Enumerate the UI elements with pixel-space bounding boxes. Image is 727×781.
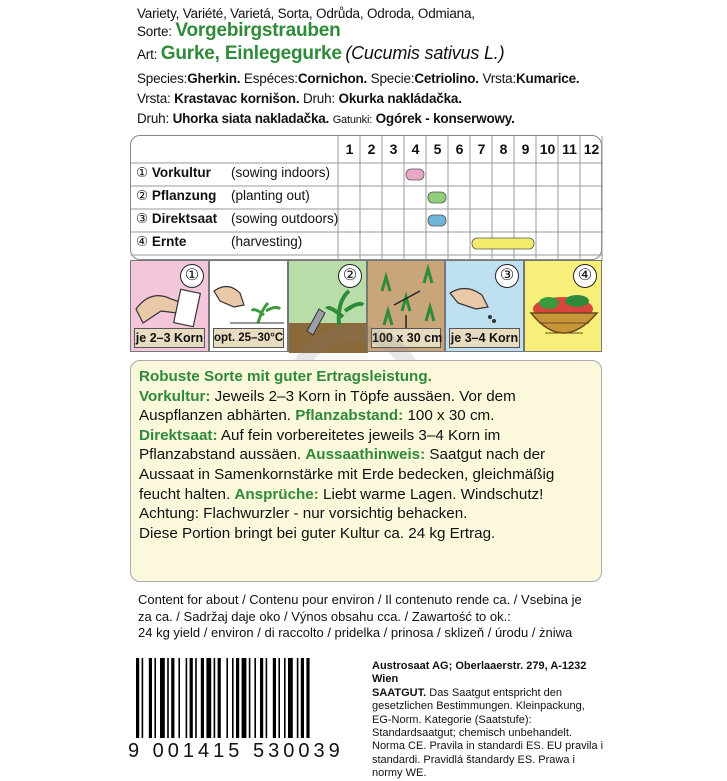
species-value: Kumarice. bbox=[516, 71, 580, 86]
month-number: 2 bbox=[367, 141, 376, 157]
species-value: Cornichon. bbox=[297, 71, 368, 86]
month-number: 4 bbox=[411, 141, 420, 157]
art-latin: (Cucumis sativus L.) bbox=[345, 43, 505, 63]
row-note: (sowing indoors) bbox=[231, 165, 331, 180]
row-symbol: ① bbox=[136, 165, 149, 180]
regulation-text: Das Saatgut entspricht den gesetzlichen Bestimmungen. Kleinpackung, EG-Norm. Kategorie (Saatstufe): Standardsaatgut; chemisch unbehandelt. Norma CE. Pravila in standardi ES. EU pravila i standardi. Pravidlá štandardy ES. Prawa i normy WE. bbox=[372, 686, 604, 780]
aussaathinweis-heading: Aussaathinweis: bbox=[305, 446, 426, 464]
step-number: ③ bbox=[495, 264, 519, 288]
month-number: 3 bbox=[389, 141, 398, 157]
barcode-bar bbox=[232, 658, 234, 738]
month-number: 9 bbox=[521, 141, 530, 157]
barcode-bar bbox=[288, 658, 293, 738]
aussaathinweis-text: Saatgut nach der Aussaat in Samenkornstärke mit Erde bedecken, gleichmäßig feucht halten. bbox=[139, 446, 555, 503]
vorkultur-text: Jeweils 2–3 Korn in Töpfe aussäen. Vor dem Auspflanzen abhärten. bbox=[139, 387, 516, 425]
month-number: 5 bbox=[433, 141, 442, 157]
sowing-calendar bbox=[130, 135, 602, 260]
vorkultur-heading: Vorkultur: bbox=[139, 387, 211, 405]
species-value: Okurka nakládačka. bbox=[338, 91, 462, 106]
ean-barcode bbox=[128, 658, 360, 762]
achtung-text: Achtung: Flachwurzler - nur vorsichtig behacken. bbox=[139, 505, 468, 523]
month-number: 10 bbox=[539, 141, 556, 157]
saatgut-label: SAATGUT. bbox=[372, 686, 427, 699]
calendar-row-vorkultur bbox=[136, 165, 331, 181]
barcode-bar bbox=[214, 658, 216, 738]
direktsaat-heading: Direktsaat: bbox=[139, 426, 218, 444]
barcode-bar bbox=[149, 658, 152, 738]
description-headline: Robuste Sorte mit guter Ertragsleistung. bbox=[139, 368, 432, 385]
contents-line: 24 kg yield / environ / di raccolto / pridelka / prinosa / sklizeň / úrodu / żniwa bbox=[138, 625, 573, 640]
month-number: 11 bbox=[562, 141, 577, 157]
barcode-bar bbox=[260, 658, 263, 738]
row-symbol: ② bbox=[136, 188, 149, 203]
sorte-prefix: Sorte: bbox=[137, 24, 172, 39]
barcode-bar bbox=[136, 658, 139, 738]
row-name: Pflanzung bbox=[151, 188, 217, 203]
art-value: Gurke, Einlegegurke bbox=[160, 43, 342, 64]
row-note: (harvesting) bbox=[231, 234, 303, 249]
row-name: Ernte bbox=[151, 234, 187, 249]
species-label: Druh: bbox=[302, 91, 335, 106]
barcode-bar bbox=[154, 658, 156, 738]
picto-sowing-outdoors bbox=[445, 260, 524, 352]
species-label: Gatunki: bbox=[332, 114, 373, 126]
barcode-bar bbox=[278, 658, 280, 738]
month-number: 7 bbox=[477, 141, 486, 157]
month-number: 1 bbox=[345, 141, 354, 157]
picto-temperature bbox=[209, 260, 288, 352]
calendar-row-pflanzung bbox=[136, 188, 310, 204]
header-line5 bbox=[137, 90, 462, 107]
pflanzabstand-heading: Pflanzabstand: bbox=[295, 407, 404, 425]
sorte-value: Vorgebirgstrauben bbox=[175, 20, 341, 41]
species-value: Uhorka siata nakladačka. bbox=[172, 111, 330, 126]
month-number: 8 bbox=[499, 141, 508, 157]
species-value: Ogórek - konserwowy. bbox=[375, 111, 515, 126]
contents-info bbox=[138, 592, 608, 642]
barcode-bar bbox=[190, 658, 193, 738]
row-symbol: ③ bbox=[136, 211, 149, 226]
species-label: Vrsta: bbox=[137, 91, 171, 106]
barcode-bar bbox=[242, 658, 247, 738]
barcode-bar bbox=[186, 658, 188, 738]
barcode-bar bbox=[178, 658, 180, 738]
barcode-bar bbox=[206, 658, 211, 738]
species-label: Specie: bbox=[370, 71, 415, 86]
art-prefix: Art: bbox=[137, 47, 158, 62]
header-sorte-line bbox=[137, 22, 341, 40]
company-name: Austrosaat AG; Oberlaaerstr. 279, A-1232 Wien bbox=[372, 660, 587, 686]
barcode-bar bbox=[142, 658, 144, 738]
header-art-line bbox=[137, 45, 504, 63]
barcode-bar bbox=[160, 658, 165, 738]
barcode-bar bbox=[297, 658, 299, 738]
barcode-bar bbox=[249, 658, 251, 738]
barcode-bar bbox=[171, 658, 174, 738]
barcode-bar bbox=[266, 658, 268, 738]
species-value: Gherkin. bbox=[187, 71, 241, 86]
row-name: Direktsaat bbox=[151, 211, 218, 226]
calendar-bar bbox=[428, 215, 446, 226]
picto-caption: 100 x 30 cm bbox=[371, 328, 441, 348]
month-number: 12 bbox=[583, 141, 600, 157]
step-number: ④ bbox=[573, 264, 597, 288]
contents-line: Content for about / Contenu pour environ / Il contenuto rende ca. / Vsebina je bbox=[138, 592, 582, 607]
row-symbol: ④ bbox=[136, 234, 149, 249]
barcode-bar bbox=[201, 658, 204, 738]
species-label: Species: bbox=[137, 71, 188, 86]
yield-text: Diese Portion bringt bei guter Kultur ca. 24 kg Ertrag. bbox=[139, 524, 496, 542]
picto-caption: je 3–4 Korn bbox=[449, 328, 520, 348]
growing-instructions bbox=[130, 360, 602, 582]
barcode-bar bbox=[167, 658, 169, 738]
header-variety-line: Variety, Variété, Varietá, Sorta, Odrůda, Odroda, Odmiana, bbox=[137, 6, 475, 21]
calendar-bar bbox=[428, 192, 446, 203]
picto-sowing-indoors bbox=[130, 260, 209, 352]
row-name: Vorkultur bbox=[151, 165, 211, 180]
step-number: ② bbox=[338, 264, 362, 288]
species-label: Vrsta: bbox=[482, 71, 516, 86]
barcode-bar bbox=[306, 658, 309, 738]
direktsaat-text: Auf fein vorbereitetes jeweils 3–4 Korn im Pflanzabstand aussäen. bbox=[139, 426, 501, 464]
calendar-row-direktsaat bbox=[136, 211, 339, 227]
picto-caption: je 2–3 Korn bbox=[134, 328, 205, 348]
pflanzabstand-text: 100 x 30 cm. bbox=[403, 407, 495, 425]
picto-harvest bbox=[524, 260, 602, 352]
species-value: Cetriolino. bbox=[414, 71, 479, 86]
barcode-bar bbox=[301, 658, 304, 738]
species-value: Krastavac kornišon. bbox=[174, 91, 300, 106]
barcode-bar bbox=[284, 658, 286, 738]
barcode-bar bbox=[273, 658, 276, 738]
barcode-bar bbox=[226, 658, 228, 738]
ansprueche-heading: Ansprüche: bbox=[234, 485, 319, 503]
barcode-digits: 9 001415 530039 bbox=[128, 740, 344, 762]
company-address bbox=[372, 660, 604, 781]
row-note: (planting out) bbox=[231, 188, 310, 203]
picto-caption: opt. 25–30°C bbox=[213, 328, 284, 348]
calendar-bar bbox=[472, 238, 534, 249]
species-label: Druh: bbox=[137, 111, 170, 126]
barcode-bar bbox=[195, 658, 197, 738]
species-label: Espéces: bbox=[243, 71, 298, 86]
month-number: 6 bbox=[455, 141, 464, 157]
step-number: ① bbox=[180, 264, 204, 288]
row-note: (sowing outdoors) bbox=[231, 211, 339, 226]
header-line6 bbox=[137, 110, 515, 129]
barcode-bar bbox=[254, 658, 256, 738]
contents-line: za ca. / Sadržaj daje oko / Výnos obsahu cca. / Zawartość to ok.: bbox=[138, 608, 511, 624]
barcode-bar bbox=[218, 658, 221, 738]
header-species-line bbox=[137, 70, 579, 87]
calendar-row-ernte bbox=[136, 234, 303, 250]
calendar-bar bbox=[406, 169, 424, 180]
barcode-bars bbox=[128, 658, 360, 740]
ansprueche-text: Liebt warme Lagen. Windschutz! bbox=[318, 485, 544, 503]
barcode-bar bbox=[236, 658, 239, 738]
